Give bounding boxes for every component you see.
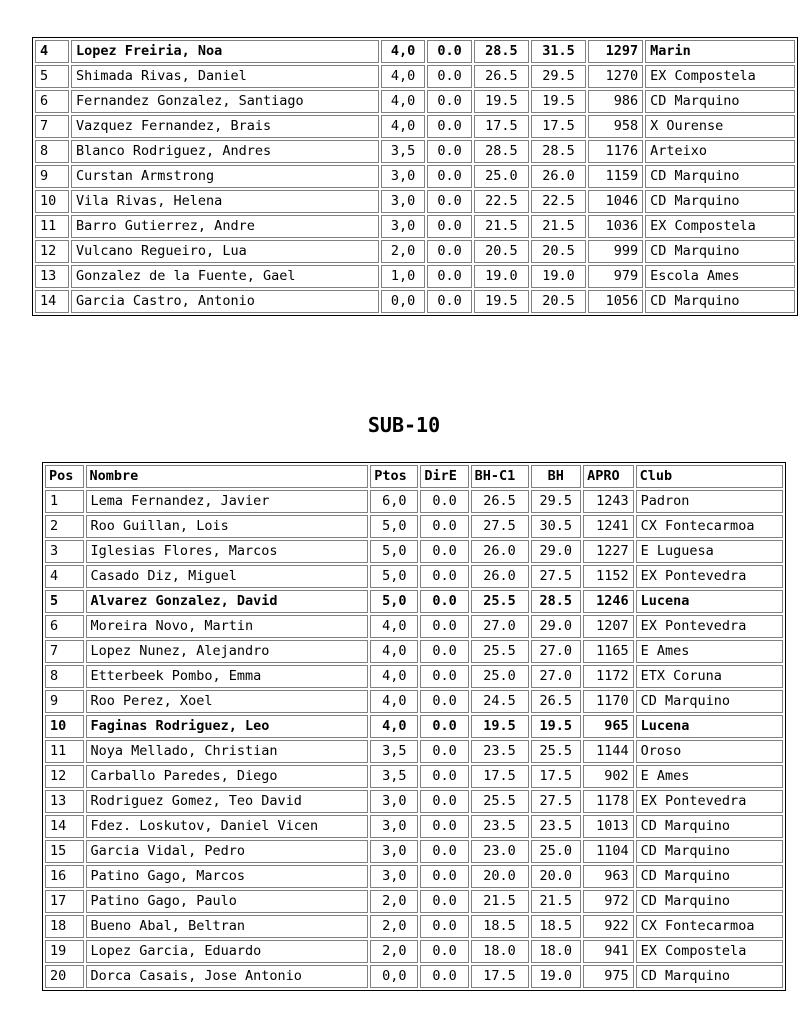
cell-bh: 25.0	[531, 840, 582, 863]
cell-dire: 0.0	[420, 740, 468, 763]
cell-apro: 1241	[583, 515, 634, 538]
header-row	[45, 465, 783, 488]
cell-ptos: 4,0	[381, 90, 426, 113]
cell-dire: 0.0	[420, 590, 468, 613]
cell-apro: 965	[583, 715, 634, 738]
cell-bhc1: 19.5	[474, 90, 529, 113]
cell-apro: 1297	[588, 40, 643, 63]
cell-bh: 27.0	[531, 665, 582, 688]
cell-ptos: 4,0	[381, 40, 426, 63]
cell-bhc1: 23.5	[471, 815, 529, 838]
cell-bh: 30.5	[531, 515, 582, 538]
cell-pos: 14	[35, 290, 69, 313]
cell-bhc1: 25.5	[471, 590, 529, 613]
cell-dire: 0.0	[420, 765, 468, 788]
table-row	[45, 965, 783, 988]
cell-ptos: 3,0	[381, 215, 426, 238]
cell-dire: 0.0	[420, 490, 468, 513]
cell-ptos: 5,0	[370, 540, 418, 563]
section-title: SUB-10	[367, 413, 441, 437]
cell-ptos: 5,0	[370, 565, 418, 588]
cell-bh: 25.5	[531, 740, 582, 763]
cell-pos: 19	[45, 940, 84, 963]
cell-bh: 29.5	[531, 490, 582, 513]
cell-bh: 28.5	[531, 590, 582, 613]
cell-name: Lopez Freiria, Noa	[71, 40, 379, 63]
cell-club: E Luguesa	[636, 540, 783, 563]
cell-name: Fdez. Loskutov, Daniel Vicen	[86, 815, 369, 838]
cell-bhc1: 23.0	[471, 840, 529, 863]
cell-name: Shimada Rivas, Daniel	[71, 65, 379, 88]
cell-dire: 0.0	[427, 240, 472, 263]
cell-ptos: 2,0	[370, 940, 418, 963]
cell-dire: 0.0	[427, 190, 472, 213]
cell-bhc1: 26.5	[474, 65, 529, 88]
cell-bhc1: 17.5	[474, 115, 529, 138]
cell-apro: 1046	[588, 190, 643, 213]
cell-ptos: 6,0	[370, 490, 418, 513]
cell-name: Garcia Castro, Antonio	[71, 290, 379, 313]
table-row	[45, 515, 783, 538]
cell-bhc1: 21.5	[474, 215, 529, 238]
cell-name: Gonzalez de la Fuente, Gael	[71, 265, 379, 288]
cell-pos: 10	[35, 190, 69, 213]
cell-ptos: 4,0	[370, 690, 418, 713]
cell-apro: 986	[588, 90, 643, 113]
header-ptos: Ptos	[370, 465, 418, 488]
cell-apro: 975	[583, 965, 634, 988]
table-row	[45, 840, 783, 863]
cell-bh: 20.5	[531, 290, 586, 313]
cell-club: E Ames	[636, 765, 783, 788]
cell-apro: 1178	[583, 790, 634, 813]
cell-dire: 0.0	[420, 890, 468, 913]
cell-name: Alvarez Gonzalez, David	[86, 590, 369, 613]
cell-name: Moreira Novo, Martin	[86, 615, 369, 638]
cell-apro: 1144	[583, 740, 634, 763]
cell-bhc1: 25.0	[474, 165, 529, 188]
cell-pos: 13	[45, 790, 84, 813]
cell-club: EX Pontevedra	[636, 615, 783, 638]
table-header	[45, 465, 783, 488]
table-row	[45, 915, 783, 938]
cell-bhc1: 17.5	[471, 965, 529, 988]
header-club: Club	[636, 465, 783, 488]
cell-name: Casado Diz, Miguel	[86, 565, 369, 588]
cell-bhc1: 25.5	[471, 790, 529, 813]
cell-pos: 11	[45, 740, 84, 763]
table-row	[35, 115, 795, 138]
cell-club: CX Fontecarmoa	[636, 515, 783, 538]
cell-club: Oroso	[636, 740, 783, 763]
cell-apro: 902	[583, 765, 634, 788]
cell-club: CD Marquino	[645, 90, 795, 113]
cell-ptos: 5,0	[370, 515, 418, 538]
cell-bh: 19.5	[531, 715, 582, 738]
cell-apro: 1152	[583, 565, 634, 588]
cell-ptos: 2,0	[370, 890, 418, 913]
table-row	[45, 740, 783, 763]
cell-ptos: 3,0	[381, 190, 426, 213]
cell-club: X Ourense	[645, 115, 795, 138]
cell-bhc1: 19.0	[474, 265, 529, 288]
cell-apro: 1176	[588, 140, 643, 163]
cell-ptos: 4,0	[381, 65, 426, 88]
cell-name: Patino Gago, Marcos	[86, 865, 369, 888]
cell-pos: 14	[45, 815, 84, 838]
cell-name: Vazquez Fernandez, Brais	[71, 115, 379, 138]
cell-bh: 28.5	[531, 140, 586, 163]
table-row	[35, 140, 795, 163]
cell-club: E Ames	[636, 640, 783, 663]
cell-dire: 0.0	[420, 515, 468, 538]
cell-apro: 1207	[583, 615, 634, 638]
header-bhc1: BH-C1	[471, 465, 529, 488]
cell-bh: 21.5	[531, 890, 582, 913]
cell-dire: 0.0	[420, 840, 468, 863]
cell-club: ETX Coruna	[636, 665, 783, 688]
cell-ptos: 4,0	[370, 715, 418, 738]
cell-apro: 1243	[583, 490, 634, 513]
cell-apro: 1036	[588, 215, 643, 238]
cell-dire: 0.0	[427, 215, 472, 238]
cell-club: CD Marquino	[645, 290, 795, 313]
cell-apro: 941	[583, 940, 634, 963]
table-row	[45, 790, 783, 813]
cell-club: CX Fontecarmoa	[636, 915, 783, 938]
cell-bhc1: 26.0	[471, 540, 529, 563]
cell-dire: 0.0	[420, 940, 468, 963]
cell-pos: 8	[35, 140, 69, 163]
cell-ptos: 4,0	[370, 615, 418, 638]
cell-apro: 1013	[583, 815, 634, 838]
table-row	[35, 165, 795, 188]
cell-club: Escola Ames	[645, 265, 795, 288]
table-row	[45, 590, 783, 613]
cell-bhc1: 28.5	[474, 40, 529, 63]
table-row	[35, 215, 795, 238]
header-bh: BH	[531, 465, 582, 488]
cell-apro: 1170	[583, 690, 634, 713]
cell-apro: 1056	[588, 290, 643, 313]
cell-pos: 15	[45, 840, 84, 863]
cell-name: Lema Fernandez, Javier	[86, 490, 369, 513]
cell-name: Vila Rivas, Helena	[71, 190, 379, 213]
cell-name: Rodriguez Gomez, Teo David	[86, 790, 369, 813]
cell-dire: 0.0	[420, 615, 468, 638]
cell-name: Lopez Garcia, Eduardo	[86, 940, 369, 963]
cell-dire: 0.0	[420, 565, 468, 588]
header-apro: APRO	[583, 465, 634, 488]
cell-ptos: 3,0	[381, 165, 426, 188]
cell-apro: 1227	[583, 540, 634, 563]
cell-pos: 4	[35, 40, 69, 63]
table-row	[45, 665, 783, 688]
cell-dire: 0.0	[420, 865, 468, 888]
cell-bhc1: 28.5	[474, 140, 529, 163]
cell-name: Fernandez Gonzalez, Santiago	[71, 90, 379, 113]
cell-bhc1: 20.5	[474, 240, 529, 263]
cell-pos: 9	[45, 690, 84, 713]
cell-pos: 16	[45, 865, 84, 888]
cell-dire: 0.0	[427, 140, 472, 163]
cell-pos: 7	[35, 115, 69, 138]
table-row	[35, 240, 795, 263]
cell-bhc1: 25.0	[471, 665, 529, 688]
cell-name: Faginas Rodriguez, Leo	[86, 715, 369, 738]
cell-dire: 0.0	[427, 65, 472, 88]
cell-ptos: 4,0	[381, 115, 426, 138]
table-row	[35, 65, 795, 88]
cell-name: Garcia Vidal, Pedro	[86, 840, 369, 863]
cell-name: Blanco Rodriguez, Andres	[71, 140, 379, 163]
cell-dire: 0.0	[420, 690, 468, 713]
cell-bhc1: 19.5	[471, 715, 529, 738]
table-row	[35, 265, 795, 288]
cell-pos: 12	[35, 240, 69, 263]
cell-name: Patino Gago, Paulo	[86, 890, 369, 913]
cell-ptos: 3,5	[381, 140, 426, 163]
cell-pos: 17	[45, 890, 84, 913]
cell-bh: 29.5	[531, 65, 586, 88]
header-dire: DirE	[420, 465, 468, 488]
table-row	[45, 690, 783, 713]
cell-club: EX Compostela	[645, 65, 795, 88]
cell-bh: 27.0	[531, 640, 582, 663]
cell-name: Roo Guillan, Lois	[86, 515, 369, 538]
cell-bh: 27.5	[531, 790, 582, 813]
cell-dire: 0.0	[420, 540, 468, 563]
cell-bh: 29.0	[531, 615, 582, 638]
standings-table-body	[45, 490, 783, 988]
cell-dire: 0.0	[420, 965, 468, 988]
cell-name: Bueno Abal, Beltran	[86, 915, 369, 938]
cell-name: Barro Gutierrez, Andre	[71, 215, 379, 238]
cell-ptos: 3,0	[370, 815, 418, 838]
cell-apro: 1159	[588, 165, 643, 188]
cell-name: Noya Mellado, Christian	[86, 740, 369, 763]
cell-bh: 18.0	[531, 940, 582, 963]
cell-dire: 0.0	[420, 665, 468, 688]
cell-pos: 11	[35, 215, 69, 238]
cell-bhc1: 27.5	[471, 515, 529, 538]
cell-club: CD Marquino	[636, 815, 783, 838]
cell-bhc1: 19.5	[474, 290, 529, 313]
cell-apro: 979	[588, 265, 643, 288]
table-row	[45, 615, 783, 638]
table-row	[45, 765, 783, 788]
cell-club: EX Compostela	[645, 215, 795, 238]
cell-club: EX Compostela	[636, 940, 783, 963]
cell-apro: 1165	[583, 640, 634, 663]
cell-ptos: 5,0	[370, 590, 418, 613]
cell-pos: 18	[45, 915, 84, 938]
cell-club: Lucena	[636, 715, 783, 738]
cell-pos: 6	[35, 90, 69, 113]
cell-bhc1: 23.5	[471, 740, 529, 763]
cell-dire: 0.0	[420, 640, 468, 663]
cell-bhc1: 22.5	[474, 190, 529, 213]
cell-dire: 0.0	[427, 40, 472, 63]
cell-apro: 1104	[583, 840, 634, 863]
cell-name: Dorca Casais, Jose Antonio	[86, 965, 369, 988]
cell-ptos: 3,0	[370, 790, 418, 813]
cell-bh: 23.5	[531, 815, 582, 838]
cell-name: Vulcano Regueiro, Lua	[71, 240, 379, 263]
cell-ptos: 3,0	[370, 840, 418, 863]
table-row	[45, 540, 783, 563]
cell-bh: 19.0	[531, 265, 586, 288]
cell-bh: 27.5	[531, 565, 582, 588]
cell-dire: 0.0	[420, 715, 468, 738]
table-row	[45, 640, 783, 663]
table-row	[45, 940, 783, 963]
cell-ptos: 2,0	[370, 915, 418, 938]
cell-bh: 19.0	[531, 965, 582, 988]
cell-dire: 0.0	[427, 90, 472, 113]
cell-bhc1: 18.0	[471, 940, 529, 963]
cell-ptos: 3,5	[370, 765, 418, 788]
cell-pos: 8	[45, 665, 84, 688]
cell-bh: 20.5	[531, 240, 586, 263]
cell-bh: 18.5	[531, 915, 582, 938]
cell-name: Carballo Paredes, Diego	[86, 765, 369, 788]
cell-dire: 0.0	[427, 265, 472, 288]
table-row	[35, 290, 795, 313]
cell-bh: 31.5	[531, 40, 586, 63]
table-row	[45, 815, 783, 838]
cell-bh: 26.0	[531, 165, 586, 188]
cell-bh: 22.5	[531, 190, 586, 213]
cell-pos: 12	[45, 765, 84, 788]
cell-ptos: 1,0	[381, 265, 426, 288]
cell-bhc1: 24.5	[471, 690, 529, 713]
header-pos: Pos	[45, 465, 84, 488]
cell-club: EX Pontevedra	[636, 790, 783, 813]
cell-apro: 999	[588, 240, 643, 263]
cell-club: Lucena	[636, 590, 783, 613]
cell-club: Padron	[636, 490, 783, 513]
cell-apro: 1246	[583, 590, 634, 613]
cell-name: Etterbeek Pombo, Emma	[86, 665, 369, 688]
cell-bh: 29.0	[531, 540, 582, 563]
cell-pos: 7	[45, 640, 84, 663]
cell-bh: 17.5	[531, 765, 582, 788]
cell-bhc1: 25.5	[471, 640, 529, 663]
cell-ptos: 2,0	[381, 240, 426, 263]
cell-club: CD Marquino	[636, 965, 783, 988]
cell-pos: 6	[45, 615, 84, 638]
cell-pos: 4	[45, 565, 84, 588]
cell-bhc1: 26.5	[471, 490, 529, 513]
cell-apro: 1172	[583, 665, 634, 688]
cell-bhc1: 21.5	[471, 890, 529, 913]
table-row	[35, 190, 795, 213]
cell-apro: 922	[583, 915, 634, 938]
cell-bhc1: 18.5	[471, 915, 529, 938]
cell-apro: 958	[588, 115, 643, 138]
cell-ptos: 3,0	[370, 865, 418, 888]
standings-table-sub10	[42, 462, 786, 991]
cell-apro: 963	[583, 865, 634, 888]
cell-name: Iglesias Flores, Marcos	[86, 540, 369, 563]
cell-club: CD Marquino	[636, 690, 783, 713]
cell-pos: 10	[45, 715, 84, 738]
cell-dire: 0.0	[420, 790, 468, 813]
cell-name: Lopez Nunez, Alejandro	[86, 640, 369, 663]
cell-dire: 0.0	[427, 165, 472, 188]
cell-club: CD Marquino	[645, 240, 795, 263]
cell-bhc1: 20.0	[471, 865, 529, 888]
table-row	[45, 565, 783, 588]
table-row	[35, 40, 795, 63]
cell-ptos: 4,0	[370, 665, 418, 688]
cell-ptos: 0,0	[381, 290, 426, 313]
cell-bhc1: 26.0	[471, 565, 529, 588]
standings-table-body	[35, 40, 795, 313]
table-row	[35, 90, 795, 113]
cell-pos: 3	[45, 540, 84, 563]
cell-ptos: 0,0	[370, 965, 418, 988]
cell-bh: 17.5	[531, 115, 586, 138]
header-name: Nombre	[86, 465, 369, 488]
cell-pos: 13	[35, 265, 69, 288]
cell-bh: 20.0	[531, 865, 582, 888]
cell-club: EX Pontevedra	[636, 565, 783, 588]
cell-club: CD Marquino	[636, 865, 783, 888]
table-row	[45, 715, 783, 738]
cell-pos: 5	[35, 65, 69, 88]
cell-dire: 0.0	[420, 915, 468, 938]
cell-bh: 26.5	[531, 690, 582, 713]
cell-dire: 0.0	[427, 290, 472, 313]
cell-name: Roo Perez, Xoel	[86, 690, 369, 713]
table-row	[45, 490, 783, 513]
cell-ptos: 4,0	[370, 640, 418, 663]
cell-dire: 0.0	[427, 115, 472, 138]
cell-bhc1: 27.0	[471, 615, 529, 638]
cell-club: CD Marquino	[645, 190, 795, 213]
cell-bh: 21.5	[531, 215, 586, 238]
cell-club: CD Marquino	[636, 890, 783, 913]
cell-pos: 9	[35, 165, 69, 188]
cell-club: CD Marquino	[636, 840, 783, 863]
cell-pos: 1	[45, 490, 84, 513]
cell-pos: 5	[45, 590, 84, 613]
table-row	[45, 865, 783, 888]
cell-pos: 20	[45, 965, 84, 988]
cell-name: Curstan Armstrong	[71, 165, 379, 188]
cell-apro: 1270	[588, 65, 643, 88]
cell-bhc1: 17.5	[471, 765, 529, 788]
cell-pos: 2	[45, 515, 84, 538]
cell-ptos: 3,5	[370, 740, 418, 763]
cell-dire: 0.0	[420, 815, 468, 838]
cell-club: CD Marquino	[645, 165, 795, 188]
cell-club: Marin	[645, 40, 795, 63]
cell-apro: 972	[583, 890, 634, 913]
table-row	[45, 890, 783, 913]
standings-table-previous	[32, 37, 798, 316]
cell-bh: 19.5	[531, 90, 586, 113]
cell-club: Arteixo	[645, 140, 795, 163]
